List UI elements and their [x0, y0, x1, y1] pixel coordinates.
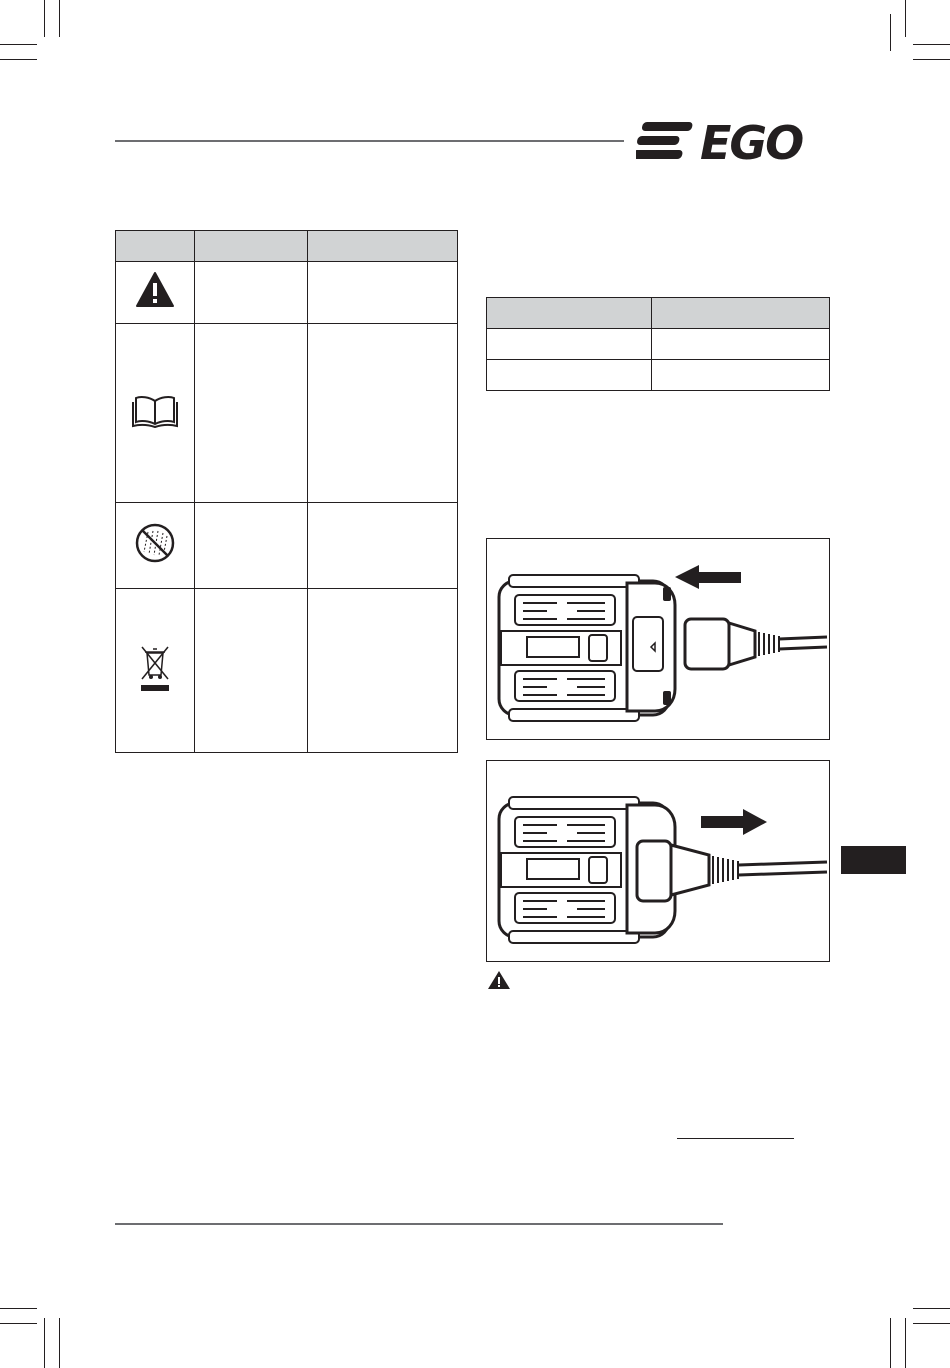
crop-mark: [913, 59, 950, 60]
table-row: [116, 589, 458, 753]
symbol-description: [308, 262, 458, 324]
figure-remove-plug: [486, 760, 830, 962]
table-row: [116, 324, 458, 503]
table-cell: [652, 329, 830, 360]
table-header-row: [487, 298, 830, 329]
symbol-name: [195, 262, 308, 324]
crop-mark: [44, 0, 45, 37]
table-row: [487, 360, 830, 391]
header-cell-signal: [195, 231, 308, 262]
crop-mark: [905, 0, 906, 37]
table-row: [116, 262, 458, 324]
symbol-cell: [116, 324, 195, 503]
warning-triangle-icon: [487, 970, 511, 990]
header-rule: [115, 140, 624, 142]
crop-mark: [890, 14, 891, 51]
crossed-out-bin-weee-icon: [138, 643, 172, 693]
table-row: [116, 503, 458, 589]
specifications-table: [486, 297, 830, 391]
brand-logo-text: EGO: [700, 118, 803, 164]
symbol-name: [195, 589, 308, 753]
symbol-name: [195, 503, 308, 589]
symbol-description: [308, 589, 458, 753]
table-header-row: [116, 231, 458, 262]
symbol-description: [308, 324, 458, 503]
symbols-table: [115, 230, 458, 753]
table-cell: [652, 360, 830, 391]
crop-mark: [913, 44, 950, 45]
header-cell-symbol: [116, 231, 195, 262]
figure-insert-plug: [486, 538, 830, 740]
brand-logo: [636, 118, 830, 164]
crop-mark: [59, 1318, 60, 1368]
table-row: [487, 329, 830, 360]
crop-mark: [59, 0, 60, 37]
header-cell: [652, 298, 830, 329]
language-side-tab: [841, 846, 906, 874]
crop-mark: [890, 1318, 891, 1368]
symbol-cell: [116, 503, 195, 589]
battery-remove-plug-illustration: [487, 761, 829, 961]
crop-mark: [905, 1318, 906, 1368]
header-cell: [487, 298, 652, 329]
crop-mark: [913, 1323, 950, 1324]
crop-mark: [44, 1318, 45, 1368]
crop-mark: [0, 44, 37, 45]
symbol-cell: [116, 589, 195, 753]
crop-mark: [913, 1308, 950, 1309]
table-cell: [487, 329, 652, 360]
table-cell: [487, 360, 652, 391]
symbol-name: [195, 324, 308, 503]
crop-mark: [0, 59, 37, 60]
footer-rule: [115, 1223, 723, 1225]
symbol-description: [308, 503, 458, 589]
crop-mark: [0, 1308, 37, 1309]
no-rain-exposure-icon: [134, 522, 176, 564]
underline-rule: [677, 1138, 794, 1139]
battery-insert-plug-illustration: [487, 539, 829, 739]
read-manual-book-icon: [131, 393, 179, 429]
crop-mark: [0, 1323, 37, 1324]
header-cell-meaning: [308, 231, 458, 262]
symbol-cell: [116, 262, 195, 324]
warning-triangle-icon: [135, 271, 175, 309]
